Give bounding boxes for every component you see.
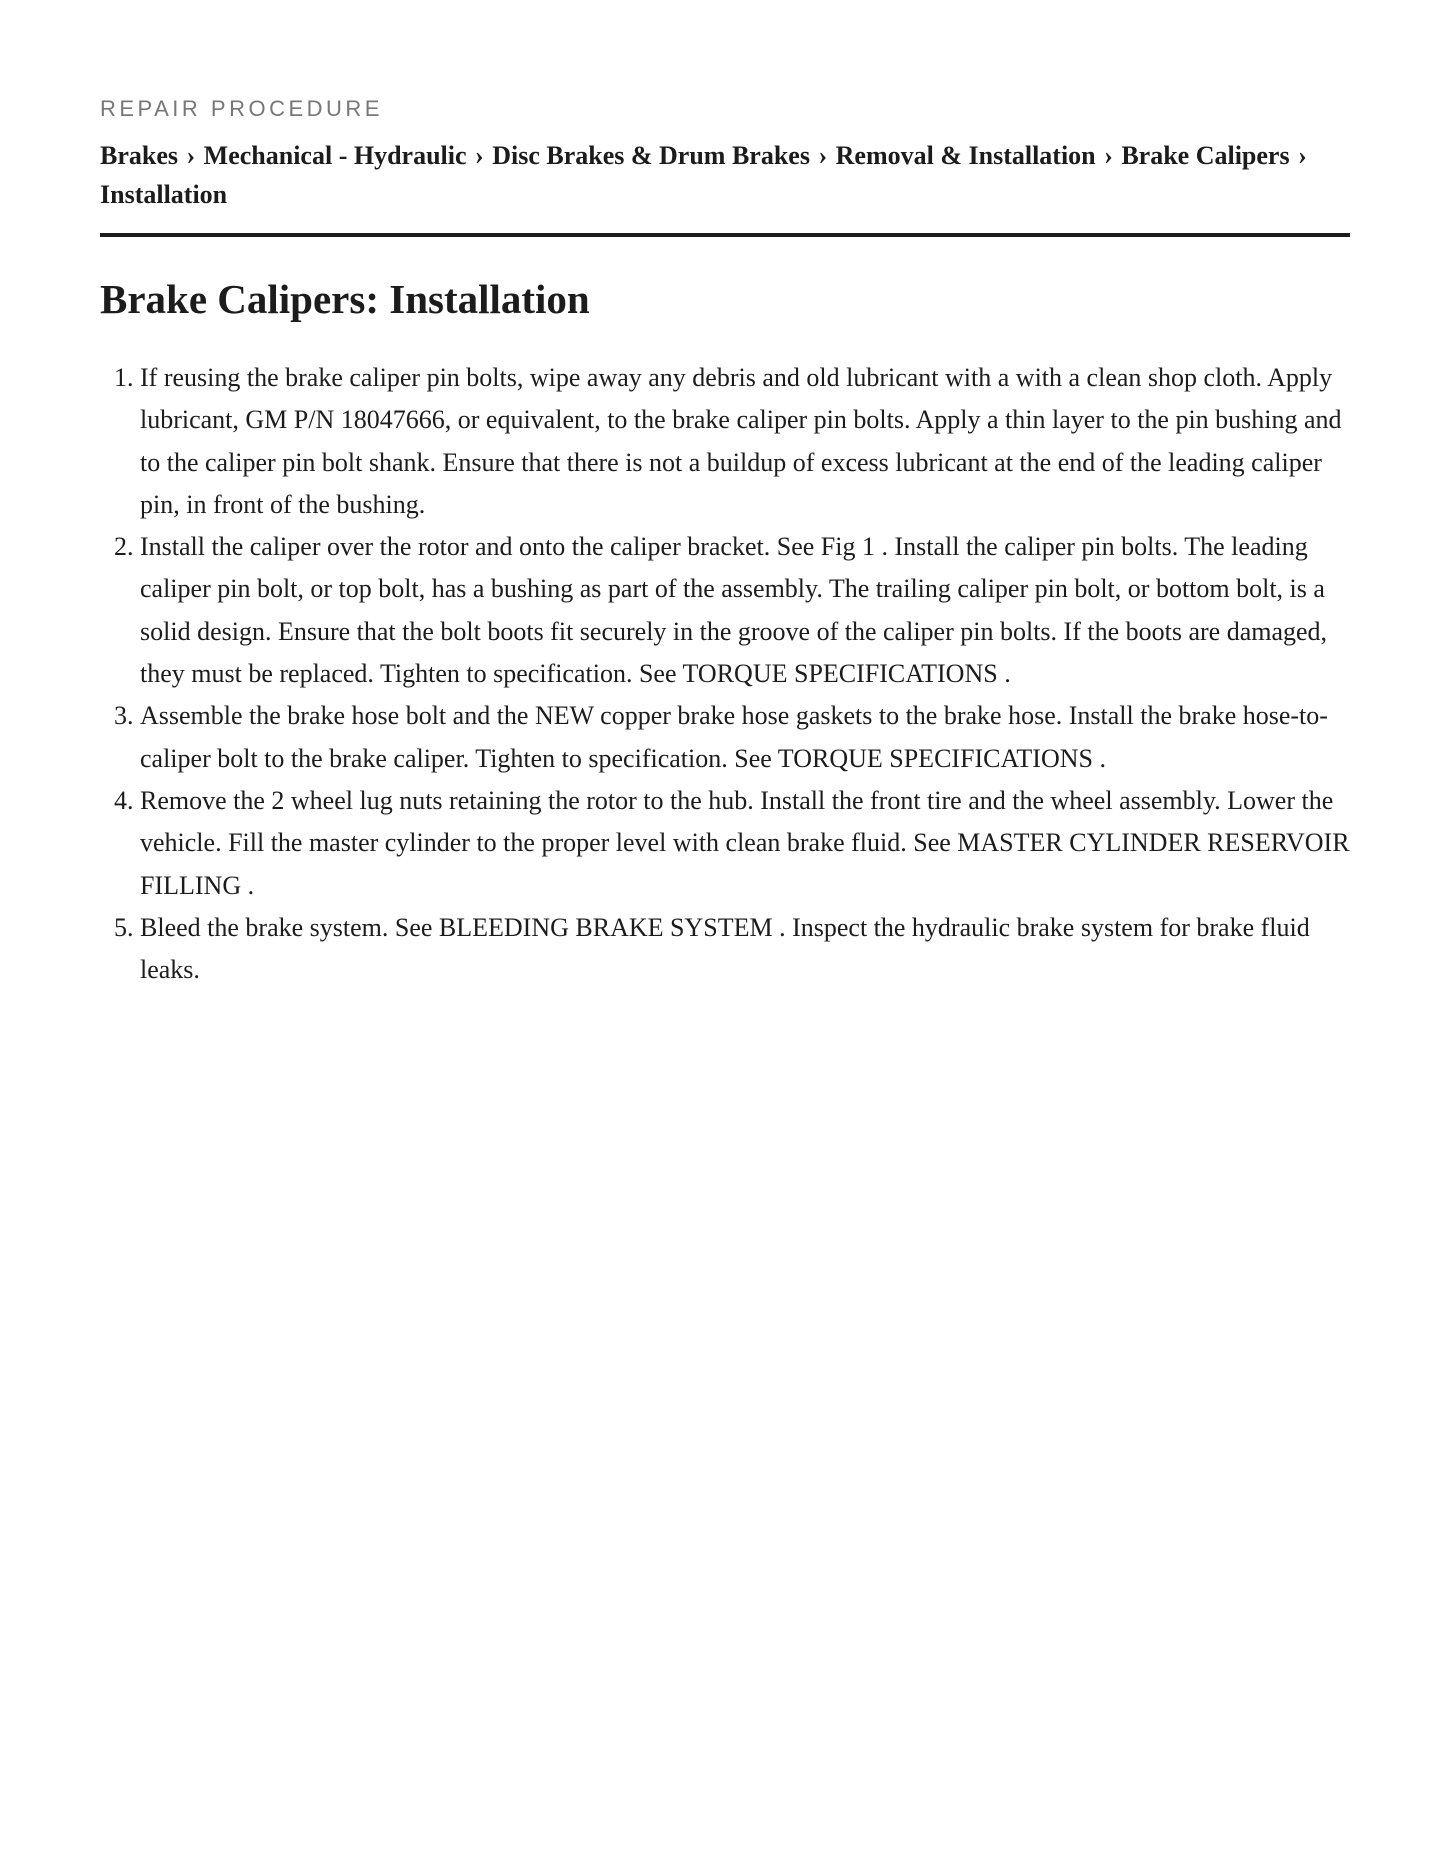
procedure-step-3: 3. Assemble the brake hose bolt and the NEW copper brake hose gaskets to the brake hose. Install the brake hose-to-caliper bolt to the brake caliper. Tighten to specification. See TORQUE SPECIFICATIONS . [140, 695, 1350, 780]
breadcrumb-item-removal-installation[interactable]: Removal & Installation [835, 141, 1096, 170]
procedure-step-5: 5. Bleed the brake system. See BLEEDING BRAKE SYSTEM . Inspect the hydraulic brake system for brake fluid leaks. [140, 907, 1350, 992]
breadcrumb-item-mechanical-hydraulic[interactable]: Mechanical - Hydraulic [203, 141, 467, 170]
procedure-step-1: 1. If reusing the brake caliper pin bolts, wipe away any debris and old lubricant with a with a clean shop cloth. Apply lubricant, GM P/N 18047666, or equivalent, to the brake caliper pin bolts. Apply a thin layer to the pin bushing and to the caliper pin bolt shank. Ensure that there is not a buildup of excess lubricant at the end of the leading caliper pin, in front of the bushing. [140, 357, 1350, 526]
procedure-steps-list [100, 357, 1350, 991]
procedure-step-4: 4. Remove the 2 wheel lug nuts retaining the rotor to the hub. Install the front tire and the wheel assembly. Lower the vehicle. Fill the master cylinder to the proper level with clean brake fluid. See MASTER CYLINDER RESERVOIR FILLING . [140, 780, 1350, 907]
breadcrumb-separator: › [1104, 141, 1113, 170]
breadcrumb-separator: › [475, 141, 484, 170]
page-title: Brake Calipers: Installation [100, 276, 590, 322]
breadcrumb-separator: › [1298, 141, 1307, 170]
breadcrumb-separator: › [186, 141, 196, 170]
breadcrumb-item-brake-calipers[interactable]: Brake Calipers [1121, 141, 1290, 170]
breadcrumb [100, 136, 1350, 237]
procedure-step-2: 2. Install the caliper over the rotor and onto the caliper bracket. See Fig 1 . Install the caliper pin bolts. The leading caliper pin bolt, or top bolt, has a bushing as part of the assembly. The trailing caliper pin bolt, or bottom bolt, is a solid design. Ensure that the bolt boots fit securely in the groove of the caliper pin bolts. If the boots are damaged, they must be replaced. Tighten to specification. See TORQUE SPECIFICATIONS . [140, 526, 1350, 695]
breadcrumb-separator: › [818, 141, 828, 170]
section-kicker: REPAIR PROCEDURE [100, 96, 383, 121]
breadcrumb-item-brakes[interactable]: Brakes [100, 141, 178, 170]
document-page [100, 0, 1350, 991]
breadcrumb-item-disc-drum-brakes[interactable]: Disc Brakes & Drum Brakes [492, 141, 810, 170]
breadcrumb-item-installation: Installation [100, 180, 228, 209]
